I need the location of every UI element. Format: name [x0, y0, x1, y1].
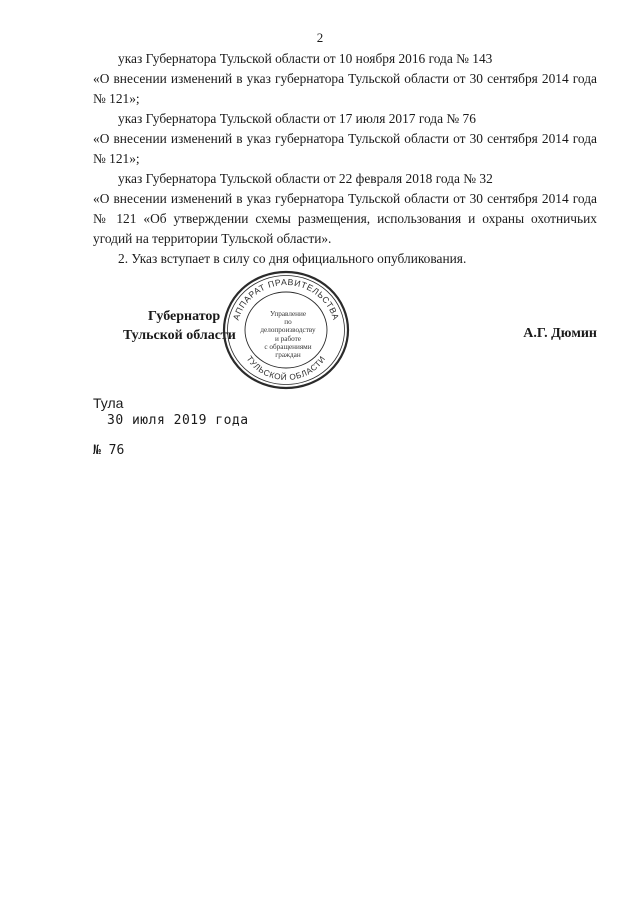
signatory-title-line1: Губернатор	[148, 309, 221, 324]
decree-number: № 76	[93, 443, 125, 458]
seal-line: с обращениями	[264, 342, 312, 351]
issue-city: Тула	[93, 395, 124, 411]
page-number: 2	[316, 30, 324, 45]
effective-clause: 2. Указ вступает в силу со дня официального опубликования.	[118, 251, 467, 266]
seal-inner-text	[259, 310, 317, 359]
issue-date: 30 июля 2019 года	[107, 413, 249, 428]
seal-line: по делопроизводству	[260, 318, 316, 335]
seal-ring-top: АППАРАТ ПРАВИТЕЛЬСТВА	[230, 276, 342, 322]
seal-line: Управление	[269, 310, 307, 318]
decree-reference: указ Губернатора Тульской области от 17 июля 2017 года № 76	[118, 111, 476, 126]
decree-reference: указ Губернатора Тульской области от 10 ноября 2016 года № 143	[118, 51, 493, 66]
decree-title: «О внесении изменений в указ губернатора Тульской области от 30 сентября 2014 года № 121»;	[93, 71, 597, 106]
decree-title: «О внесении изменений в указ губернатора Тульской области от 30 сентября 2014 года № 121 «Об утверждении схемы размещения, использования и охраны охотничьих угодий на территории Тульской области».	[93, 191, 597, 246]
signatory-title-line2: Тульской области	[123, 328, 236, 343]
decree-reference: указ Губернатора Тульской области от 22 февраля 2018 года № 32	[118, 171, 493, 186]
decree-title: «О внесении изменений в указ губернатора Тульской области от 30 сентября 2014 года № 121»;	[93, 131, 597, 166]
document-body	[93, 49, 597, 269]
seal-ring-bottom: ТУЛЬСКОЙ ОБЛАСТИ	[244, 354, 328, 383]
seal-line: и работе	[275, 334, 301, 343]
signatory-name: А.Г. Дюмин	[523, 326, 597, 341]
seal-line: граждан	[275, 351, 301, 360]
